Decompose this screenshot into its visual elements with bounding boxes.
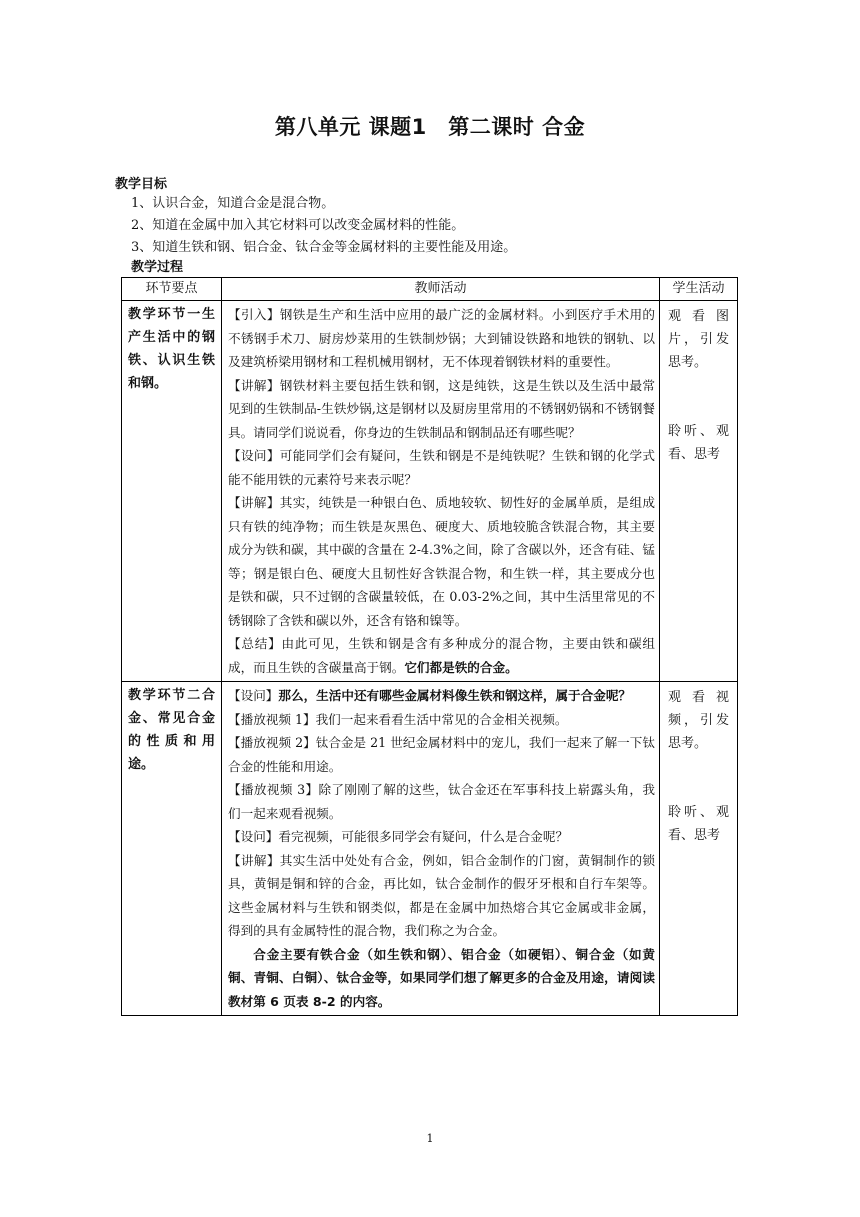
teacher-paragraph: 【播放视频 3】除了刚刚了解的这些，钛合金还在军事科技上崭露头角，我们一起来观看视频。	[228, 782, 655, 821]
text-run-bold: 那么，生活中还有哪些金属材料像生铁和钢这样，属于合金呢？	[278, 688, 631, 703]
objectives-label: 教学目标	[115, 177, 168, 192]
teacher-activity-cell	[222, 301, 660, 682]
student-activity-cell	[660, 301, 738, 682]
text-run: 【总结】由此可见，生铁和钢是含有多种成分的混合物，主要由铁和碳组成，而且生铁的含碳量高于钢。	[228, 636, 655, 675]
header-teacher: 教师活动	[222, 278, 660, 301]
teacher-paragraph: 【播放视频 2】钛合金是 21 世纪金属材料中的宠儿，我们一起来了解一下钛合金的性能和用途。	[228, 735, 655, 774]
objective-item: 1、认识合金，知道合金是混合物。	[131, 196, 335, 211]
objectives-list	[131, 193, 516, 259]
table-row	[122, 301, 738, 682]
stage-cell: 教学环节二合金、常见合金的性质和用途。	[122, 682, 222, 1016]
teacher-paragraph: 【讲解】钢铁材料主要包括生铁和钢，这是纯铁，这是生铁以及生活中最常见到的生铁制品-生铁炒锅,这是钢材以及厨房里常用的不锈钢奶锅和不锈钢餐具。请同学们说说看，你身边的生铁制品和钢制品还有哪些呢？	[228, 377, 655, 440]
page-title: 第八单元 课题1 第二课时 合金	[274, 115, 586, 139]
teacher-paragraph: 【引入】钢铁是生产和生活中应用的最广泛的金属材料。小到医疗手术用的不锈钢手术刀、厨房炒菜用的生铁制炒锅；大到铺设铁路和地铁的钢轨、以及建筑桥梁用钢材和工程机械用钢材，无不体现着钢铁材料的重要性。	[228, 307, 655, 369]
teacher-paragraph	[228, 684, 655, 708]
teacher-paragraph	[228, 632, 655, 679]
text-run: 【设问】	[228, 688, 279, 703]
header-stage: 环节要点	[122, 278, 222, 301]
header-student: 学生活动	[660, 278, 738, 301]
text-run-bold: 它们都是铁的合金。	[404, 659, 518, 675]
objective-item: 2、知道在金属中加入其它材料可以改变金属材料的性能。	[131, 218, 465, 233]
table-row	[122, 682, 738, 1016]
student-activity: 观看图片，引发思考。	[668, 309, 729, 370]
teacher-paragraph: 【设问】可能同学们会有疑问，生铁和钢是不是纯铁呢？生铁和钢的化学式能不能用铁的元素符号来表示呢？	[228, 448, 655, 487]
teacher-activity-cell	[222, 682, 660, 1016]
teacher-paragraph: 【讲解】其实生活中处处有合金，例如，铝合金制作的门窗，黄铜制作的锁具，黄铜是铜和锌的合金，再比如，钛合金制作的假牙牙根和自行车架等。这些金属材料与生铁和钢类似，都是在金属中加热熔合其它金属或非金属，得到的具有金属特性的混合物，我们称之为合金。	[228, 852, 655, 938]
page-number: 1	[426, 1132, 434, 1145]
table-header-row	[122, 278, 738, 301]
objective-item: 3、知道生铁和钢、铝合金、钛合金等金属材料的主要性能及用途。	[131, 240, 517, 255]
teacher-paragraph: 【播放视频 1】我们一起来看看生活中常见的合金相关视频。	[228, 711, 568, 727]
student-activity: 聆听、观看、思考	[668, 424, 729, 462]
stage-cell: 教学环节一生产生活中的钢铁、认识生铁和钢。	[122, 301, 222, 682]
teacher-paragraph: 【讲解】其实，纯铁是一种银白色、质地较软、韧性好的金属单质，是组成只有铁的纯净物；而生铁是灰黑色、硬度大、质地较脆含铁混合物，其主要成分为铁和碳，其中碳的含量在 2-4.3%之间，除了含碳以外，还含有硅、锰等；钢是银白色、硬度大且韧性好含铁混合物，和生铁一样，其主要成分也是铁和碳，只不过钢的含碳量较低，在 0.03-2%之间，其中生活里常见的不锈钢除了含铁和碳以外，还含有铬和镍等。	[228, 495, 655, 628]
student-activity: 观看视频，引发思考。	[668, 690, 729, 751]
lesson-table	[121, 277, 738, 1016]
teacher-paragraph: 【设问】看完视频，可能很多同学会有疑问，什么是合金呢？	[228, 829, 569, 844]
student-activity-cell	[660, 682, 738, 1016]
process-label: 教学过程	[131, 260, 184, 275]
teacher-paragraph-bold: 合金主要有铁合金（如生铁和钢）、铝合金（如硬铝）、铜合金（如黄铜、青铜、白铜）、钛合金等，如果同学们想了解更多的合金及用途，请阅读教材第 6 页表 8-2 的内容。	[228, 946, 655, 1009]
student-activity: 聆听、观看、思考	[668, 805, 729, 843]
